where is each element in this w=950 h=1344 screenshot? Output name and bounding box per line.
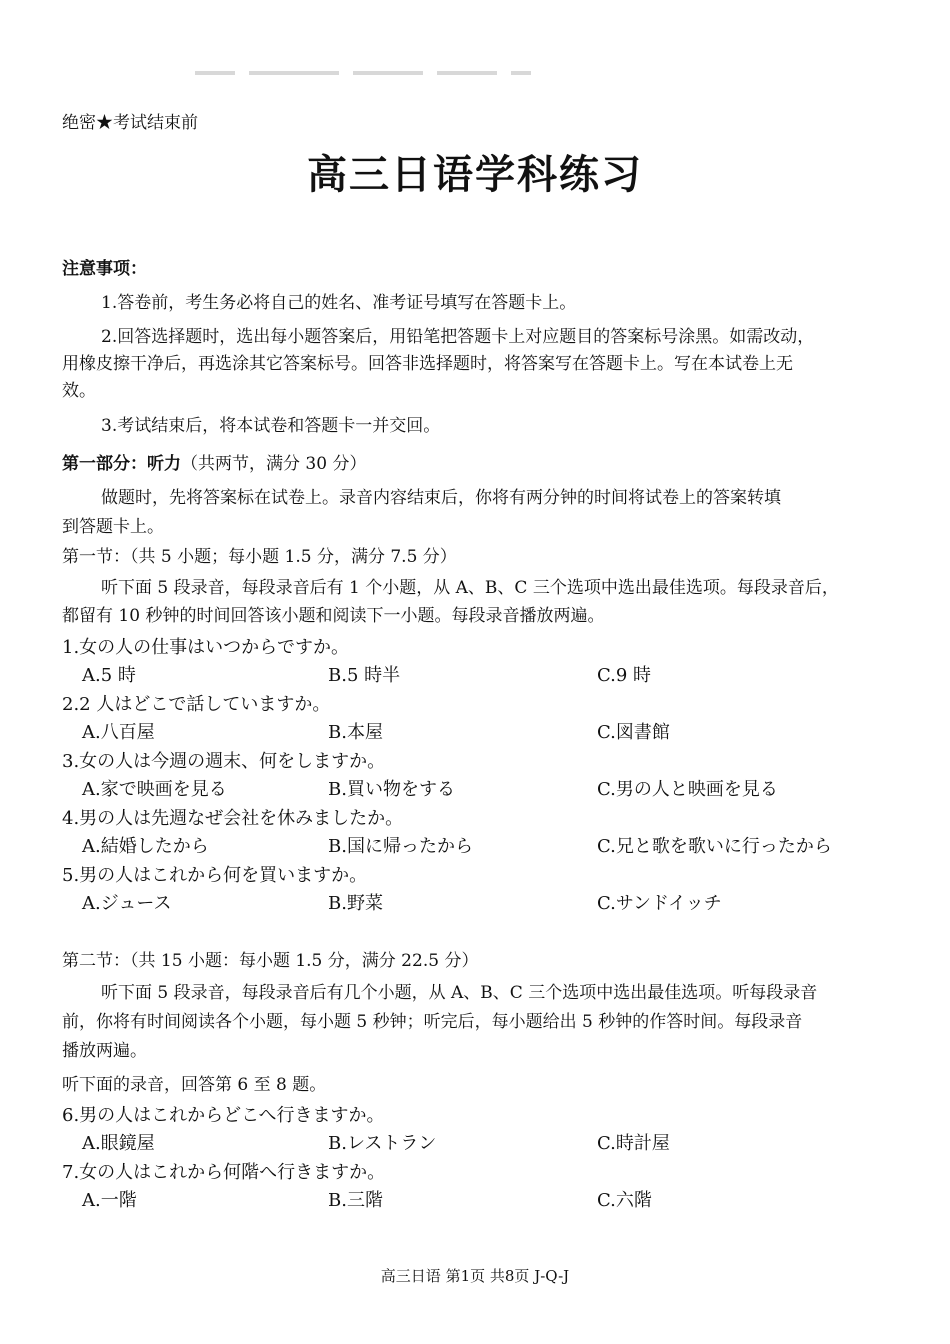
question-3-option-b: B.買い物をする (328, 779, 455, 800)
question-4-option-c: C.兄と歌を歌いに行ったから (597, 836, 832, 857)
notice-item-2-line-1: 2.回答选择题时，选出每小题答案后，用铅笔把答题卡上对应题目的答案标号涂黑。如需改动， (101, 327, 815, 347)
question-7-option-b: B.三階 (328, 1190, 383, 1211)
question-1-option-b: B.5 時半 (328, 665, 401, 686)
question-2-option-a: A.八百屋 (82, 722, 155, 743)
section1-intro-line-1: 听下面 5 段录音，每段录音后有 1 个小题，从 A、B、C 三个选项中选出最佳选项。每段录音后， (101, 578, 839, 598)
question-4: 4.男の人は先週なぜ会社を休みましたか。 (62, 808, 404, 829)
page-title: 高三日语学科练习 (307, 151, 643, 198)
part1-heading-bold: 第一部分：听力 (62, 454, 181, 474)
question-3-option-a: A.家で映画を見る (82, 779, 227, 800)
notice-item-3: 3.考试结束后，将本试卷和答题卡一并交回。 (101, 416, 441, 436)
question-1-option-a: A.5 時 (82, 665, 136, 686)
question-4-option-a: A.結婚したから (82, 836, 209, 857)
section2-heading: 第二节：（共 15 小题：每小题 1.5 分，满分 22.5 分） (62, 951, 479, 971)
notice-item-1: 1.答卷前，考生务必将自己的姓名、准考证号填写在答题卡上。 (101, 293, 577, 313)
section2-intro-line-1: 听下面 5 段录音，每段录音后有几个小题，从 A、B、C 三个选项中选出最佳选项。听每段录音 (101, 983, 818, 1003)
notice-heading: 注意事项： (62, 259, 147, 279)
section2-intro-line-2: 前，你将有时间阅读各个小题，每小题 5 秒钟；听完后，每小题给出 5 秒钟的作答时间。每段录音 (62, 1012, 803, 1032)
question-6-option-c: C.時計屋 (597, 1133, 670, 1154)
question-5-option-c: C.サンドイッチ (597, 893, 722, 914)
question-4-option-b: B.国に帰ったから (328, 836, 473, 857)
question-7-option-c: C.六階 (597, 1190, 652, 1211)
part1-intro-line-1: 做题时，先将答案标在试卷上。录音内容结束后，你将有两分钟的时间将试卷上的答案转填 (101, 488, 781, 508)
group-intro: 听下面的录音，回答第 6 至 8 题。 (62, 1075, 327, 1095)
section1-heading: 第一节：（共 5 小题；每小题 1.5 分，满分 7.5 分） (62, 547, 457, 567)
question-6-option-b: B.レストラン (328, 1133, 437, 1154)
section2-intro-line-3: 播放两遍。 (62, 1041, 147, 1061)
question-6-option-a: A.眼鏡屋 (82, 1133, 155, 1154)
part1-heading-rest: （共两节，满分 30 分） (181, 454, 367, 474)
question-1-option-c: C.9 時 (597, 665, 652, 686)
question-1: 1.女の人の仕事はいつからですか。 (62, 637, 349, 658)
question-5-option-b: B.野菜 (328, 893, 383, 914)
question-5: 5.男の人はこれから何を買いますか。 (62, 865, 368, 886)
notice-item-2-line-3: 效。 (62, 381, 96, 401)
page-footer: 高三日语 第1页 共8页 J-Q-J (380, 1267, 570, 1285)
question-2-option-b: B.本屋 (328, 722, 383, 743)
faint-top-marks (195, 62, 575, 68)
question-5-option-a: A.ジュース (82, 893, 172, 914)
part1-intro-line-2: 到答题卡上。 (62, 517, 164, 537)
question-2: 2.2 人はどこで話していますか。 (62, 694, 331, 715)
question-7-option-a: A.一階 (82, 1190, 137, 1211)
section1-intro-line-2: 都留有 10 秒钟的时间回答该小题和阅读下一小题。每段录音播放两遍。 (62, 606, 605, 626)
question-3-option-c: C.男の人と映画を見る (597, 779, 778, 800)
question-2-option-c: C.図書館 (597, 722, 670, 743)
confidential-label: 绝密★考试结束前 (62, 113, 198, 133)
question-3: 3.女の人は今週の週末、何をしますか。 (62, 751, 386, 772)
question-7: 7.女の人はこれから何階へ行きますか。 (62, 1162, 386, 1183)
part1-heading (62, 453, 366, 475)
notice-item-2-line-2: 用橡皮擦干净后，再选涂其它答案标号。回答非选择题时，将答案写在答题卡上。写在本试卷上无 (62, 354, 793, 374)
question-6: 6.男の人はこれからどこへ行きますか。 (62, 1105, 385, 1126)
